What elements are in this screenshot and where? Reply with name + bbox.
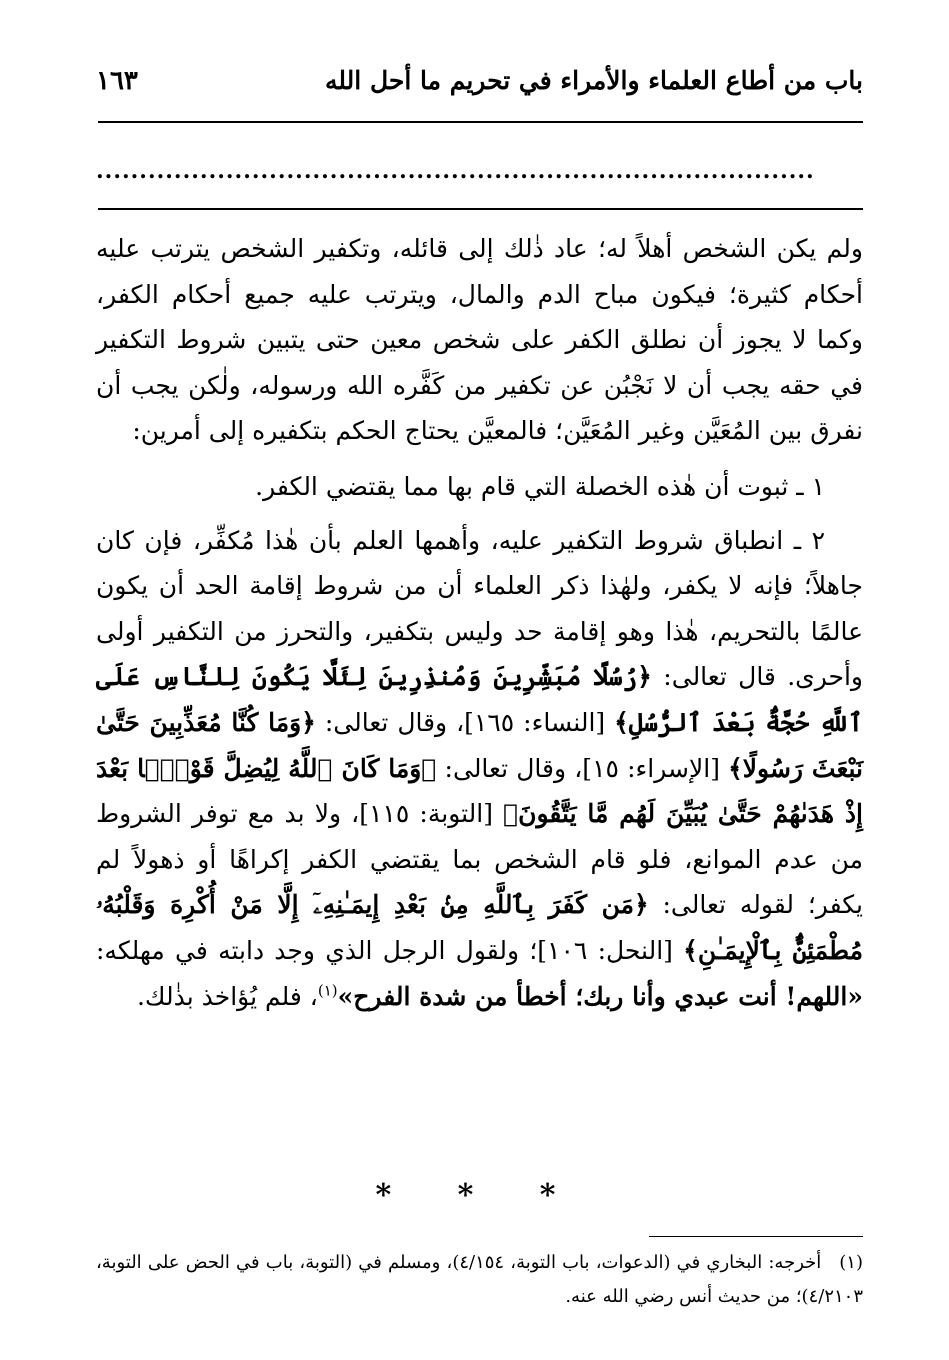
footnote-text: أخرجه: البخاري في (الدعوات، باب التوبة، ٤/١٥٤)، ومسلم في (التوبة، باب في الحض على التوبة، ٤/٢١٠٣)؛ من حديث أنس رضي الله عنه. bbox=[96, 1252, 863, 1307]
chapter-title: باب من أطاع العلماء والأمراء في تحريم ما أحل الله bbox=[325, 66, 863, 95]
section-divider-stars: * * * bbox=[375, 1178, 584, 1213]
text-top-rule bbox=[98, 208, 863, 210]
verse-reference-nahl: [النحل: ١٠٦]؛ ولقول الرجل الذي وجد دابته في مهلكه: bbox=[96, 935, 684, 965]
omission-dots: ................................................................................... bbox=[96, 158, 815, 182]
footnote-reference[interactable]: (١) bbox=[317, 981, 338, 1000]
footnote-rule bbox=[649, 1236, 863, 1237]
footnote-marker: (١) bbox=[839, 1252, 863, 1273]
main-text bbox=[96, 226, 863, 1019]
hadith-quote: «اللهم! أنت عبدي وأنا ربك؛ أخطأ من شدة الفرح» bbox=[337, 981, 863, 1011]
list-item-2 bbox=[96, 518, 863, 1020]
paragraph-intro: ولم يكن الشخص أهلاً له؛ عاد ذٰلك إلى قائله، وتكفير الشخص يترتب عليه أحكام كثيرة؛ فيكون مباح الدم والمال، ويترتب عليه جميع أحكام الكفر، وكما لا يجوز أن نطلق الكفر على شخص معين حتى يتبين شروط التكفير في حقه يجب أن لا نَجْبُن عن تكفير من كَفَّره الله ورسوله، ولٰكن يجب أن نفرق بين المُعَيَّن وغير المُعَيَّن؛ فالمعيَّن يحتاج الحكم بتكفيره إلى أمرين: bbox=[96, 234, 863, 446]
verse-reference-nisa: [النساء: ١٦٥]، وقال تعالى: bbox=[315, 707, 615, 737]
verse-reference-isra: [الإسراء: ١٥]، وقال تعالى: bbox=[436, 753, 729, 783]
quran-verse-isra: ﴿وَمَا كُنَّا مُعَذِّبِينَ حَتَّىٰ نَبْعَثَ رَسُولًا﴾ bbox=[96, 707, 864, 783]
quran-verse-tawba: ﴿وَمَا كَانَ ٱللَّهُ لِيُضِلَّ قَوْمًۢا بَعْدَ إِذْ هَدَىٰهُمْ حَتَّىٰ يُبَيِّنَ لَهُم مَّا يَتَّقُونَ﴾ bbox=[96, 753, 863, 829]
list-item-1: ١ ـ ثبوت أن هٰذه الخصلة التي قام بها مما يقتضي الكفر. bbox=[255, 471, 825, 501]
page-header bbox=[96, 52, 863, 112]
page-number: ١٦٣ bbox=[96, 66, 138, 96]
item2-text: ٢ ـ انطباق شروط التكفير عليه، وأهمها العلم بأن هٰذا مُكفِّر، فإن كان جاهلاً؛ فإنه لا يكفر، ولهٰذا ذكر العلماء أن من شروط إقامة الحد أن يكون عالمًا بالتحريم، هٰذا وهو إقامة حد وليس بتكفير، والتحرز من التكفير أولى وأحرى. قال تعالى: bbox=[96, 525, 864, 692]
quran-verse-nisa: ﴿رُسُلًا مُبَشِّرِينَ وَمُنذِرِينَ لِئَلَّا يَكُونَ لِلنَّاسِ عَلَى ٱللَّهِ حُجَّةٌۢ بَعْدَ ٱلرُّسُلِ﴾ bbox=[96, 662, 863, 737]
quran-verse-nahl: ﴿مَن كَفَرَ بِٱللَّهِ مِنۢ بَعْدِ إِيمَـٰنِهِۦٓ إِلَّا مَنْ أُكْرِهَ وَقَلْبُهُۥ مُطْمَئِنٌّۢ بِٱلْإِيمَـٰنِ﴾ bbox=[96, 890, 863, 965]
footnotes bbox=[96, 1246, 863, 1314]
verse-reference-tawba: [التوبة: ١١٥]، ولا بد مع توفر الشروط من عدم الموانع، فلو قام الشخص بما يقتضي الكفر إكراهًا أو ذهولاً لم يكفر؛ لقوله تعالى: bbox=[96, 799, 863, 920]
paragraph-ending: ، فلم يُؤاخذ بذٰلك. bbox=[136, 981, 318, 1011]
header-rule bbox=[98, 121, 863, 123]
